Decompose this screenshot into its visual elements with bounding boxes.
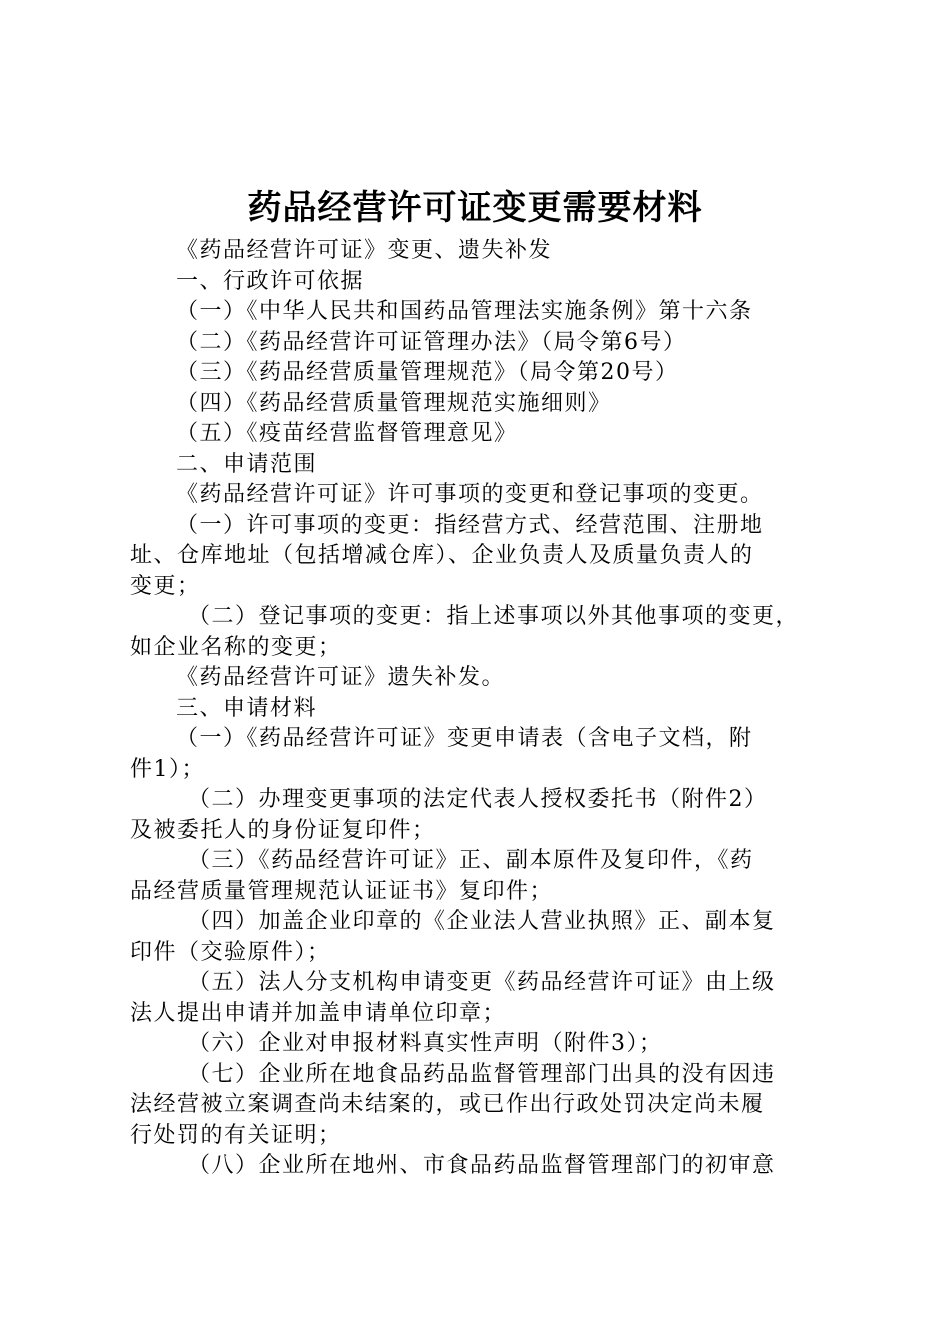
list-item: （二）《药品经营许可证管理办法》（局令第6号）	[176, 329, 687, 355]
section-heading: 一、行政许可依据	[176, 268, 365, 294]
document-body	[130, 236, 830, 1182]
paragraph-line: 如企业名称的变更；	[130, 634, 342, 660]
paragraph-line: 件1）；	[130, 756, 205, 782]
paragraph-line: 法经营被立案调查尚未结案的，或已作出行政处罚决定尚未履	[130, 1092, 765, 1117]
list-item: （四）加盖企业印章的《企业法人营业执照》正、副本复	[188, 909, 776, 934]
list-item: （一）许可事项的变更：指经营方式、经营范围、注册地	[176, 512, 764, 538]
section-heading: 二、申请范围	[176, 451, 318, 477]
list-item: （三）《药品经营许可证》正、副本原件及复印件，《药	[188, 848, 754, 873]
list-item: （一）《中华人民共和国药品管理法实施条例》第十六条	[176, 299, 753, 324]
paragraph-line: 《药品经营许可证》变更、遗失补发	[176, 238, 553, 263]
paragraph-line: 变更；	[130, 573, 201, 599]
document-title: 药品经营许可证变更需要材料	[247, 188, 703, 228]
list-item: （五）法人分支机构申请变更《药品经营许可证》由上级	[188, 970, 776, 995]
list-item: （八）企业所在地州、市食品药品监督管理部门的初审意	[188, 1153, 776, 1178]
paragraph-line: 址、仓库地址（包括增减仓库）、企业负责人及质量负责人的	[130, 543, 754, 568]
list-item: （六）企业对申报材料真实性声明（附件3）；	[188, 1031, 663, 1056]
list-item: （二）登记事项的变更：指上述事项以外其他事项的变更，	[188, 604, 800, 629]
list-item: （一）《药品经营许可证》变更申请表（含电子文档，附	[176, 726, 753, 751]
list-item: （三）《药品经营质量管理规范》（局令第20号）	[176, 360, 679, 385]
paragraph-line: 法人提出申请并加盖申请单位印章；	[130, 1000, 507, 1026]
paragraph-line: 行处罚的有关证明；	[130, 1122, 342, 1148]
paragraph-line: 《药品经营许可证》许可事项的变更和登记事项的变更。	[176, 482, 764, 507]
list-item: （七）企业所在地食品药品监督管理部门出具的没有因违	[188, 1061, 776, 1087]
paragraph-line: 《药品经营许可证》遗失补发。	[176, 665, 506, 690]
section-heading: 三、申请材料	[176, 695, 318, 721]
list-item: （二）办理变更事项的法定代表人授权委托书（附件2）	[188, 787, 768, 812]
paragraph-line: 及被委托人的身份证复印件；	[130, 817, 436, 843]
paragraph-line: 印件（交验原件）；	[130, 939, 331, 965]
paragraph-line: 品经营质量管理规范认证证书》复印件；	[130, 878, 554, 904]
list-item: （四）《药品经营质量管理规范实施细则》	[176, 390, 612, 416]
list-item: （五）《疫苗经营监督管理意见》	[176, 421, 518, 446]
